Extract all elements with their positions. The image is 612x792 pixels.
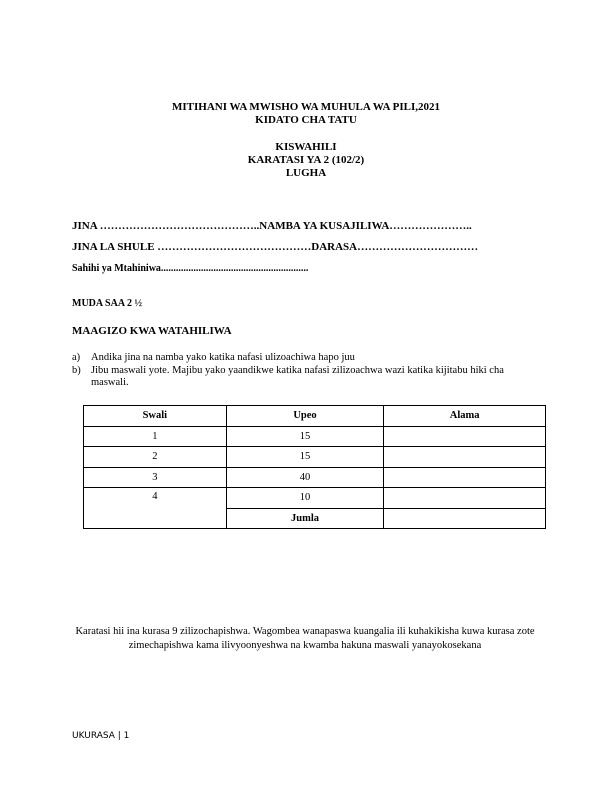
school-field-line[interactable]: JINA LA SHULE ……………………………………DARASA…………………………… [72,241,479,253]
paper-section: LUGHA [285,167,327,179]
swali-cell: 2 [84,447,227,468]
upeo-cell: 15 [226,447,384,468]
total-alama-cell[interactable] [384,508,546,529]
table-row [84,488,546,509]
swali-cell: 3 [84,467,227,488]
upeo-cell: 10 [226,488,384,509]
page-count-note: Karatasi hii ina kurasa 9 zilizochapishwa. Wagombea wanapaswa kuangalia ili kuhakikisha kuwa kurasa zote zimechapishwa kama ilivyoonyeshwa na kwamba hakuna maswali yanayokosekana [75,626,535,651]
upeo-cell: 15 [226,426,384,447]
table-row [84,467,546,488]
alama-cell[interactable] [384,488,546,509]
column-header-upeo: Upeo [226,406,384,427]
instruction-item-a [72,352,552,366]
column-header-swali: Swali [84,406,227,427]
instruction-label: b) [72,365,81,376]
subject-title: KISWAHILI [275,141,337,153]
alama-cell[interactable] [384,426,546,447]
marks-table [83,405,546,529]
instruction-text: Jibu maswali yote. Majibu yako yaandikwe katika nafasi zilizoachwa wazi katika kijitabu hiki cha maswali. [91,365,504,388]
column-header-alama: Alama [384,406,546,427]
name-field-line[interactable]: JINA ……………………………………..NAMBA YA KUSAJILIWA………………….. [72,220,472,232]
signature-field-line[interactable]: Sahihi ya Mtahiniwa........................................................... [72,263,309,274]
paper-number: KARATASI YA 2 (102/2) [247,154,365,166]
total-label: Jumla [226,508,384,529]
exam-title: MITIHANI WA MWISHO WA MUHULA WA PILI,2021 [171,101,441,113]
instruction-label: a) [72,352,81,363]
instruction-item-b [72,365,552,393]
upeo-cell: 40 [226,467,384,488]
table-header-row [84,406,546,427]
alama-cell[interactable] [384,447,546,468]
duration-label: MUDA SAA 2 ½ [72,298,143,309]
swali-cell: 4 [84,488,227,529]
instruction-text: Andika jina na namba yako katika nafasi ulizoachiwa hapo juu [91,352,355,363]
alama-cell[interactable] [384,467,546,488]
page-number: UKURASA | 1 [72,731,130,741]
instructions-title: MAAGIZO KWA WATAHILIWA [72,325,232,337]
swali-cell: 1 [84,426,227,447]
table-row [84,426,546,447]
table-row [84,447,546,468]
form-level: KIDATO CHA TATU [255,114,357,126]
